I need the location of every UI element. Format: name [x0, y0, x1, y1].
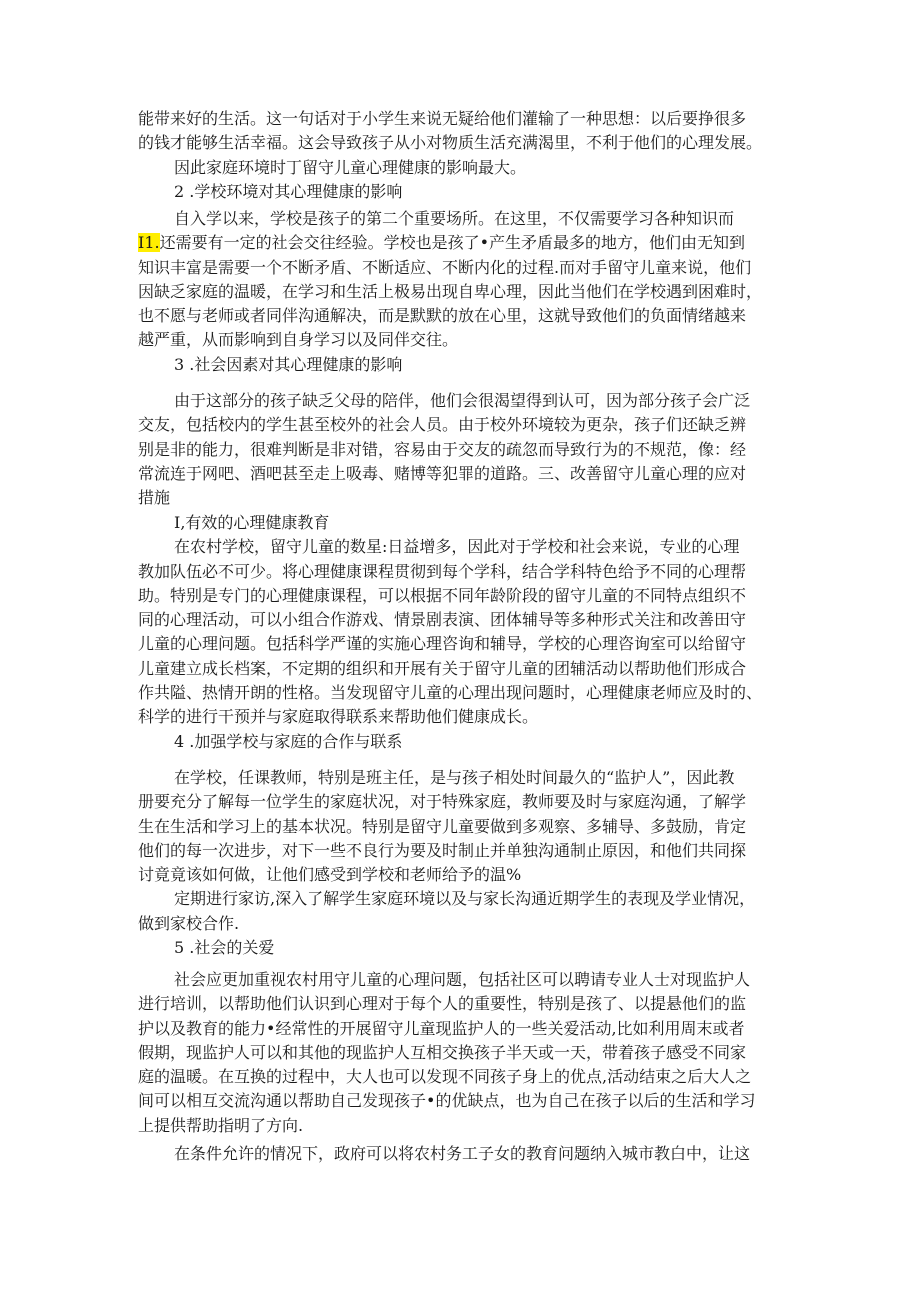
text-line: 儿童的心理问题。包括科学严谨的实施心理咨询和辅导，学校的心理咨询室可以给留守	[138, 634, 747, 654]
text-line: 知识丰富是需要一个不断矛盾、不断适应、不断内化的过程.而对手留守儿童来说，他们	[138, 257, 752, 277]
text-line: 定期进行家访,深入了解学生家庭环境以及与家长沟通近期学生的表现及学业情况，	[174, 889, 756, 909]
text-line: 生在生活和学习上的基本状况。特别是留守儿童要做到多观察、多辅导、多鼓励，肯定	[138, 816, 747, 836]
section-heading-4: 4 .加强学校与家庭的合作与联系	[174, 731, 403, 751]
text-line: 的钱才能够生活幸福。这会导致孩子从小对物质生活充满渴里，不利于他们的心理发展。	[138, 133, 763, 153]
text-line	[138, 231, 798, 255]
text-line: 助。特别是专门的心理健康课程，可以根据不同年龄阶段的留守儿童的不同特点组织不	[138, 585, 747, 605]
highlighted-text: I1.	[138, 233, 160, 253]
text-line: 在条件允许的情况下，政府可以将农村务工子女的教育问题纳入城市教白中，让这	[174, 1144, 751, 1163]
text-line: 因此家庭环境时丁留守儿童心理健康的影响最大。	[174, 157, 527, 177]
paragraph-school-family-cooperation	[138, 766, 798, 960]
text-line: 儿童建立成长档案，不定期的组织和开展有关于留守儿童的团辅活动以帮助他们形成合	[138, 658, 747, 678]
text-line: 自入学以来，学校是孩子的第二个重要场所。在这里，不仅需要学习各种知识而	[174, 209, 735, 228]
section-heading-2: 2 .学校环境对其心理健康的影响	[174, 181, 403, 201]
text-line: 在农村学校，留守儿童的数星:日益增多，因此对于学校和社会来说，专业的心理	[174, 537, 740, 557]
section-heading-1: I,有效的心理健康教育	[174, 513, 330, 532]
text-line: 护以及教育的能力•经常性的开展留守儿童现监护人的一些关爱活动,比如利用周末或者	[138, 1018, 745, 1038]
text-line-rest: 还需要有一定的社会交往经验。学校也是孩了•产生矛盾最多的地方，他们由无知到	[159, 233, 746, 253]
text-line: 讨竟竟该如何做，让他们感受到学校和老师给予的温%	[138, 865, 522, 885]
text-line: 常流连于网吧、酒吧甚至走上吸毒、赌博等犯罪的道路。三、改善留守儿童心理的应对	[138, 463, 747, 483]
text-line: 同的心理活动，可以小组合作游戏、情景剧表演、团体辅导等多种形式关注和改善田守	[138, 610, 747, 630]
paragraph-social-factors	[138, 389, 798, 510]
text-line: 社会应更加重视农村用守儿童的心理问题，包括社区可以聘请专业人士对现监护人	[174, 970, 751, 989]
text-line: 因缺乏家庭的温暖，在学习和生活上极易出现自卑心理，因此当他们在学校遇到困难时，	[138, 281, 763, 301]
text-line: 别是非的能力，很难判断是非对错，容易由于交友的疏忽而导致行为的不规范，像：经	[138, 439, 747, 459]
text-line: 措施	[138, 488, 171, 508]
text-line: 上提供帮助指明了方向.	[138, 1115, 304, 1135]
text-line: 进行培训，以帮助他们认识到心理对于每个人的重要性，特别是孩了、以提悬他们的监	[138, 994, 747, 1014]
paragraph-mental-health-education	[138, 511, 798, 754]
text-line: 他们的每一次进步，对下一些不良行为要及时制止并单独沟通制止原因，和他们共同探	[138, 840, 747, 860]
paragraph-government	[138, 1142, 798, 1166]
text-line: 也不愿与老师或者同伴沟通解决，而是默默的放在心里，这就导致他们的负面情绪越来	[138, 306, 747, 326]
text-line: 册要充分了解每一位学生的家庭状况，对于特殊家庭，教师要及时与家庭沟通，了解学	[138, 792, 747, 812]
text-line: 能带来好的生活。这一句话对于小学生来说无疑给他们灌输了一种思想：以后要挣很多	[138, 109, 747, 128]
paragraph-family-env-end	[138, 107, 798, 204]
text-line: 间可以相互交流沟通以帮助自己发现孩子•的优缺点，也为自己在孩子以后的生活和学习	[138, 1091, 756, 1111]
text-line: 庭的温暖。在互换的过程中，大人也可以发现不同孩子身上的优点,活动结束之后大人之	[138, 1067, 752, 1087]
section-heading-5: 5 .社会的关爱	[174, 938, 275, 958]
text-line: 在学校，任课教师，特别是班主任，是与孩子相处时间最久的“监护人”，因此教	[174, 768, 735, 787]
text-line: 越严重，从而影响到自身学习以及同伴交往。	[138, 330, 459, 350]
text-line: 科学的进行干预并与家庭取得联系来帮助他们健康成长。	[138, 707, 539, 727]
paragraph-social-care	[138, 968, 798, 1138]
text-line: 交友，包括校内的学生甚至校外的社会人员。由于校外环境较为更杂，孩子们还缺乏辨	[138, 415, 747, 435]
section-heading-3: 3 .社会因素对其心理健康的影响	[174, 354, 403, 374]
text-line: 假期，现监护人可以和其他的现监护人互相交换孩子半天或一天，带着孩子感受不同家	[138, 1042, 747, 1062]
text-line: 作共隘、热情开朗的性格。当发现留守儿童的心理出现问题时，心理健康老师应及时的、	[138, 683, 763, 703]
text-line: 教加队伍必不可少。将心理健康课程贯彻到每个学科，结合学科特色给予不同的心理帮	[138, 561, 747, 581]
text-line: 由于这部分的孩子缺乏父母的陪伴，他们会很渴望得到认可，因为部分孩子会广泛	[174, 391, 751, 410]
paragraph-school-env	[138, 207, 798, 377]
text-line: 做到家校合作.	[138, 913, 240, 933]
